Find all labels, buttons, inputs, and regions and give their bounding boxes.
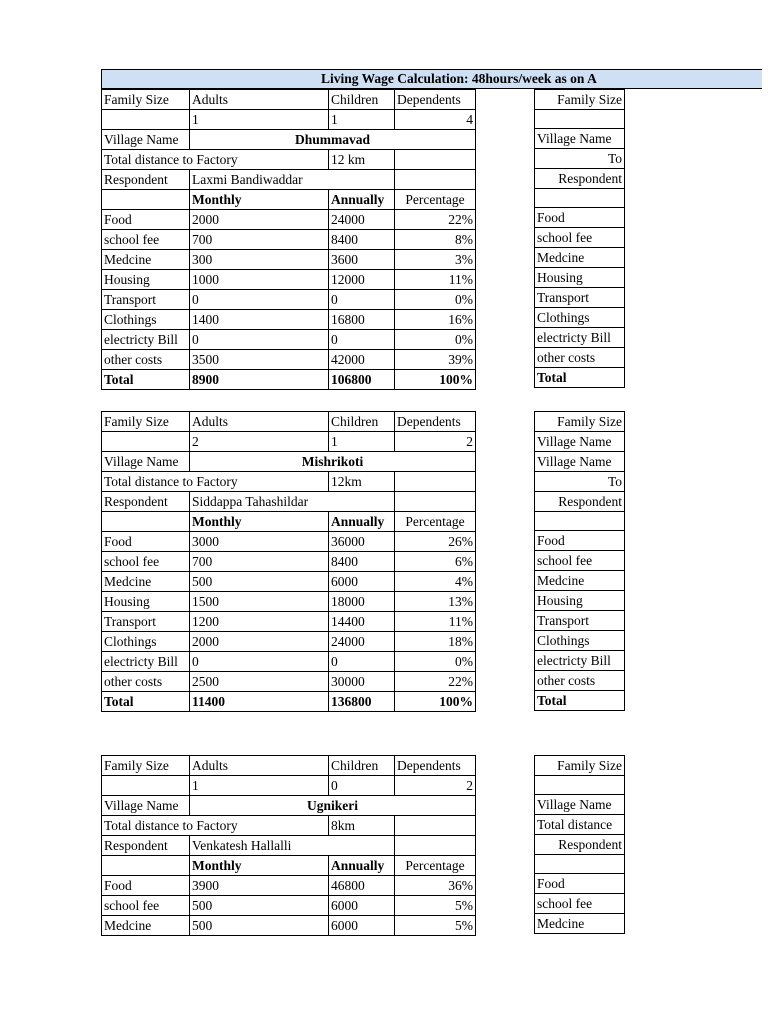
children-value[interactable]: 1 xyxy=(329,110,395,130)
total-row xyxy=(102,692,476,712)
percentage-cell[interactable]: 22% xyxy=(395,210,476,230)
annually-header[interactable]: Annually xyxy=(329,190,395,210)
label-cell[interactable]: Dependents xyxy=(395,412,476,432)
monthly-cell[interactable]: 700 xyxy=(190,552,329,572)
empty-cell[interactable] xyxy=(102,856,190,876)
total-monthly[interactable]: 11400 xyxy=(190,692,329,712)
empty-cell[interactable] xyxy=(395,150,476,170)
percentage-cell[interactable]: 18% xyxy=(395,632,476,652)
empty-cell[interactable] xyxy=(102,776,190,796)
category-cell[interactable]: Medcine xyxy=(102,572,190,592)
right-block-3 xyxy=(534,755,625,934)
label-cell[interactable]: Total distance xyxy=(535,815,625,835)
empty-cell[interactable] xyxy=(102,512,190,532)
family-size-row xyxy=(102,756,476,776)
percentage-cell[interactable]: 0% xyxy=(395,330,476,350)
monthly-header[interactable]: Monthly xyxy=(190,512,329,532)
percentage-cell[interactable]: 36% xyxy=(395,876,476,896)
category-cell[interactable]: Medcine xyxy=(102,916,190,936)
expense-row xyxy=(102,350,476,370)
annually-header[interactable]: Annually xyxy=(329,512,395,532)
empty-cell[interactable] xyxy=(535,110,625,129)
monthly-cell[interactable]: 700 xyxy=(190,230,329,250)
monthly-cell[interactable]: 2500 xyxy=(190,672,329,692)
category-cell[interactable]: Food xyxy=(102,876,190,896)
category-cell[interactable]: other costs xyxy=(535,671,625,691)
empty-cell[interactable] xyxy=(395,170,476,190)
label-cell[interactable]: Adults xyxy=(190,90,329,110)
category-cell[interactable]: Medcine xyxy=(535,571,625,591)
family-size-row xyxy=(102,412,476,432)
category-cell[interactable]: Transport xyxy=(535,288,625,308)
percentage-cell[interactable]: 13% xyxy=(395,592,476,612)
respondent-row xyxy=(102,836,476,856)
label-cell[interactable]: Village Name xyxy=(535,795,625,815)
expense-row xyxy=(102,916,476,936)
expense-row xyxy=(102,230,476,250)
label-cell[interactable]: Total distance to Factory xyxy=(102,816,329,836)
label-cell[interactable]: Respondent xyxy=(102,492,190,512)
monthly-cell[interactable]: 1400 xyxy=(190,310,329,330)
label-cell[interactable]: Family Size xyxy=(102,756,190,776)
total-label[interactable]: Total xyxy=(535,691,625,711)
expense-row xyxy=(102,632,476,652)
expense-row xyxy=(102,876,476,896)
category-cell[interactable]: other costs xyxy=(535,348,625,368)
right-block-1 xyxy=(534,89,625,388)
category-cell[interactable]: school fee xyxy=(535,228,625,248)
empty-cell[interactable] xyxy=(395,836,476,856)
monthly-cell[interactable]: 3900 xyxy=(190,876,329,896)
category-cell[interactable]: electricty Bill xyxy=(102,330,190,350)
monthly-cell[interactable]: 300 xyxy=(190,250,329,270)
annually-cell[interactable]: 8400 xyxy=(329,552,395,572)
annually-cell[interactable]: 3600 xyxy=(329,250,395,270)
expense-row xyxy=(102,270,476,290)
village-row xyxy=(102,452,476,472)
label-cell[interactable]: Respondent xyxy=(102,170,190,190)
distance-value[interactable]: 12km xyxy=(329,472,395,492)
distance-row xyxy=(102,150,476,170)
total-row xyxy=(102,370,476,390)
label-cell[interactable]: Village Name xyxy=(535,452,625,472)
family-count-row xyxy=(102,776,476,796)
annually-cell[interactable]: 6000 xyxy=(329,896,395,916)
monthly-cell[interactable]: 1000 xyxy=(190,270,329,290)
label-cell[interactable]: Family Size xyxy=(102,412,190,432)
annually-cell[interactable]: 46800 xyxy=(329,876,395,896)
total-monthly[interactable]: 8900 xyxy=(190,370,329,390)
monthly-cell[interactable]: 0 xyxy=(190,330,329,350)
category-cell[interactable]: Housing xyxy=(535,591,625,611)
adults-value[interactable]: 2 xyxy=(190,432,329,452)
total-percentage[interactable]: 100% xyxy=(395,370,476,390)
category-cell[interactable]: Clothings xyxy=(102,310,190,330)
label-cell[interactable]: Family Size xyxy=(535,756,625,776)
respondent-value[interactable]: Venkatesh Hallalli xyxy=(190,836,395,856)
category-cell[interactable]: other costs xyxy=(102,350,190,370)
category-cell[interactable]: Transport xyxy=(102,290,190,310)
percentage-cell[interactable]: 11% xyxy=(395,612,476,632)
label-cell[interactable]: Family Size xyxy=(102,90,190,110)
monthly-cell[interactable]: 0 xyxy=(190,652,329,672)
percentage-header[interactable]: Percentage xyxy=(395,512,476,532)
monthly-cell[interactable]: 3500 xyxy=(190,350,329,370)
category-cell[interactable]: school fee xyxy=(535,551,625,571)
label-cell[interactable]: Adults xyxy=(190,412,329,432)
village-row xyxy=(102,796,476,816)
village-value[interactable]: Mishrikoti xyxy=(190,452,476,472)
label-cell[interactable]: Respondent xyxy=(535,169,625,189)
label-cell[interactable]: Village Name xyxy=(102,452,190,472)
respondent-row xyxy=(102,492,476,512)
percentage-header[interactable]: Percentage xyxy=(395,856,476,876)
children-value[interactable]: 0 xyxy=(329,776,395,796)
label-cell[interactable]: Village Name xyxy=(102,796,190,816)
category-cell[interactable]: Housing xyxy=(102,592,190,612)
category-cell[interactable]: Food xyxy=(535,531,625,551)
respondent-value[interactable]: Siddappa Tahashildar xyxy=(190,492,395,512)
percentage-cell[interactable]: 3% xyxy=(395,250,476,270)
annually-cell[interactable]: 6000 xyxy=(329,572,395,592)
village-row xyxy=(102,130,476,150)
empty-cell[interactable] xyxy=(535,189,625,208)
adults-value[interactable]: 1 xyxy=(190,776,329,796)
expense-row xyxy=(102,310,476,330)
left-block-3 xyxy=(101,755,476,936)
percentage-cell[interactable]: 16% xyxy=(395,310,476,330)
category-cell[interactable]: Medcine xyxy=(535,248,625,268)
category-cell[interactable]: other costs xyxy=(102,672,190,692)
empty-cell[interactable] xyxy=(395,816,476,836)
label-cell[interactable]: Village Name xyxy=(535,432,625,452)
label-cell[interactable]: Respondent xyxy=(535,492,625,512)
label-cell[interactable]: Family Size xyxy=(535,412,625,432)
monthly-cell[interactable]: 0 xyxy=(190,290,329,310)
percentage-header[interactable]: Percentage xyxy=(395,190,476,210)
expense-row xyxy=(102,652,476,672)
annually-cell[interactable]: 24000 xyxy=(329,632,395,652)
category-cell[interactable]: electricty Bill xyxy=(102,652,190,672)
monthly-cell[interactable]: 3000 xyxy=(190,532,329,552)
label-cell[interactable]: Children xyxy=(329,90,395,110)
expense-row xyxy=(102,896,476,916)
monthly-cell[interactable]: 500 xyxy=(190,916,329,936)
right-block-2 xyxy=(534,411,625,711)
total-percentage[interactable]: 100% xyxy=(395,692,476,712)
label-cell[interactable]: Dependents xyxy=(395,90,476,110)
percentage-cell[interactable]: 5% xyxy=(395,916,476,936)
category-cell[interactable]: Medcine xyxy=(102,250,190,270)
empty-cell[interactable] xyxy=(535,855,625,874)
distance-row xyxy=(102,472,476,492)
category-cell[interactable]: Clothings xyxy=(535,631,625,651)
left-block-1 xyxy=(101,89,476,390)
annually-cell[interactable]: 42000 xyxy=(329,350,395,370)
annually-cell[interactable]: 36000 xyxy=(329,532,395,552)
percentage-cell[interactable]: 8% xyxy=(395,230,476,250)
respondent-value[interactable]: Laxmi Bandiwaddar xyxy=(190,170,395,190)
empty-cell[interactable] xyxy=(535,776,625,795)
expense-row xyxy=(102,250,476,270)
category-cell[interactable]: Housing xyxy=(102,270,190,290)
category-cell[interactable]: school fee xyxy=(535,894,625,914)
label-cell[interactable]: Adults xyxy=(190,756,329,776)
empty-cell[interactable] xyxy=(102,110,190,130)
total-label[interactable]: Total xyxy=(102,692,190,712)
expense-row xyxy=(102,290,476,310)
annually-cell[interactable]: 0 xyxy=(329,330,395,350)
empty-cell[interactable] xyxy=(535,512,625,531)
expense-row xyxy=(102,672,476,692)
category-cell[interactable]: Food xyxy=(535,208,625,228)
monthly-header[interactable]: Monthly xyxy=(190,190,329,210)
label-cell[interactable]: Village Name xyxy=(535,129,625,149)
monthly-cell[interactable]: 500 xyxy=(190,572,329,592)
monthly-cell[interactable]: 2000 xyxy=(190,210,329,230)
percentage-cell[interactable]: 0% xyxy=(395,652,476,672)
dependents-value[interactable]: 2 xyxy=(395,776,476,796)
header-row xyxy=(102,856,476,876)
category-cell[interactable]: Food xyxy=(535,874,625,894)
category-cell[interactable]: Transport xyxy=(535,611,625,631)
total-label[interactable]: Total xyxy=(102,370,190,390)
category-cell[interactable]: Clothings xyxy=(102,632,190,652)
annually-cell[interactable]: 6000 xyxy=(329,916,395,936)
family-size-row xyxy=(102,90,476,110)
percentage-cell[interactable]: 39% xyxy=(395,350,476,370)
category-cell[interactable]: school fee xyxy=(102,230,190,250)
respondent-row xyxy=(102,170,476,190)
annually-cell[interactable]: 16800 xyxy=(329,310,395,330)
expense-row xyxy=(102,552,476,572)
monthly-header[interactable]: Monthly xyxy=(190,856,329,876)
header-row xyxy=(102,190,476,210)
label-fragment[interactable]: To xyxy=(535,149,625,169)
annually-cell[interactable]: 30000 xyxy=(329,672,395,692)
label-cell[interactable]: Dependents xyxy=(395,756,476,776)
expense-row xyxy=(102,532,476,552)
expense-row xyxy=(102,612,476,632)
family-count-row xyxy=(102,432,476,452)
label-cell[interactable]: Family Size xyxy=(535,90,625,110)
annually-cell[interactable]: 0 xyxy=(329,652,395,672)
annually-cell[interactable]: 24000 xyxy=(329,210,395,230)
empty-cell[interactable] xyxy=(102,432,190,452)
percentage-cell[interactable]: 0% xyxy=(395,290,476,310)
village-value[interactable]: Dhummavad xyxy=(190,130,476,150)
header-row xyxy=(102,512,476,532)
adults-value[interactable]: 1 xyxy=(190,110,329,130)
label-cell[interactable]: Total distance to Factory xyxy=(102,150,329,170)
annually-cell[interactable]: 0 xyxy=(329,290,395,310)
category-cell[interactable]: Housing xyxy=(535,268,625,288)
label-fragment[interactable]: To xyxy=(535,472,625,492)
label-cell[interactable]: Children xyxy=(329,412,395,432)
category-cell[interactable]: school fee xyxy=(102,552,190,572)
label-cell[interactable]: Total distance to Factory xyxy=(102,472,329,492)
distance-value[interactable]: 12 km xyxy=(329,150,395,170)
annually-cell[interactable]: 14400 xyxy=(329,612,395,632)
annually-cell[interactable]: 8400 xyxy=(329,230,395,250)
label-cell[interactable]: Village Name xyxy=(102,130,190,150)
monthly-cell[interactable]: 1500 xyxy=(190,592,329,612)
total-label[interactable]: Total xyxy=(535,368,625,388)
percentage-cell[interactable]: 26% xyxy=(395,532,476,552)
total-annually[interactable]: 106800 xyxy=(329,370,395,390)
percentage-cell[interactable]: 22% xyxy=(395,672,476,692)
left-block-2 xyxy=(101,411,476,712)
empty-cell[interactable] xyxy=(395,492,476,512)
percentage-cell[interactable]: 4% xyxy=(395,572,476,592)
annually-header[interactable]: Annually xyxy=(329,856,395,876)
category-cell[interactable]: Food xyxy=(102,532,190,552)
monthly-cell[interactable]: 1200 xyxy=(190,612,329,632)
total-annually[interactable]: 136800 xyxy=(329,692,395,712)
empty-cell[interactable] xyxy=(395,472,476,492)
children-value[interactable]: 1 xyxy=(329,432,395,452)
empty-cell[interactable] xyxy=(102,190,190,210)
title-bar xyxy=(101,69,762,89)
distance-row xyxy=(102,816,476,836)
percentage-cell[interactable]: 6% xyxy=(395,552,476,572)
category-cell[interactable]: Clothings xyxy=(535,308,625,328)
percentage-cell[interactable]: 5% xyxy=(395,896,476,916)
label-cell[interactable]: Children xyxy=(329,756,395,776)
category-cell[interactable]: school fee xyxy=(102,896,190,916)
annually-cell[interactable]: 18000 xyxy=(329,592,395,612)
category-cell[interactable]: Transport xyxy=(102,612,190,632)
expense-row xyxy=(102,210,476,230)
dependents-value[interactable]: 2 xyxy=(395,432,476,452)
village-value[interactable]: Ugnikeri xyxy=(190,796,476,816)
percentage-cell[interactable]: 11% xyxy=(395,270,476,290)
monthly-cell[interactable]: 2000 xyxy=(190,632,329,652)
category-cell[interactable]: electricty Bill xyxy=(535,651,625,671)
monthly-cell[interactable]: 500 xyxy=(190,896,329,916)
category-cell[interactable]: Food xyxy=(102,210,190,230)
category-cell[interactable]: Medcine xyxy=(535,914,625,934)
expense-row xyxy=(102,330,476,350)
family-count-row xyxy=(102,110,476,130)
label-cell[interactable]: Respondent xyxy=(102,836,190,856)
label-cell[interactable]: Respondent xyxy=(535,835,625,855)
category-cell[interactable]: electricty Bill xyxy=(535,328,625,348)
distance-value[interactable]: 8km xyxy=(329,816,395,836)
expense-row xyxy=(102,592,476,612)
sheet-title: Living Wage Calculation: 48hours/week as on A xyxy=(321,71,597,86)
expense-row xyxy=(102,572,476,592)
annually-cell[interactable]: 12000 xyxy=(329,270,395,290)
dependents-value[interactable]: 4 xyxy=(395,110,476,130)
